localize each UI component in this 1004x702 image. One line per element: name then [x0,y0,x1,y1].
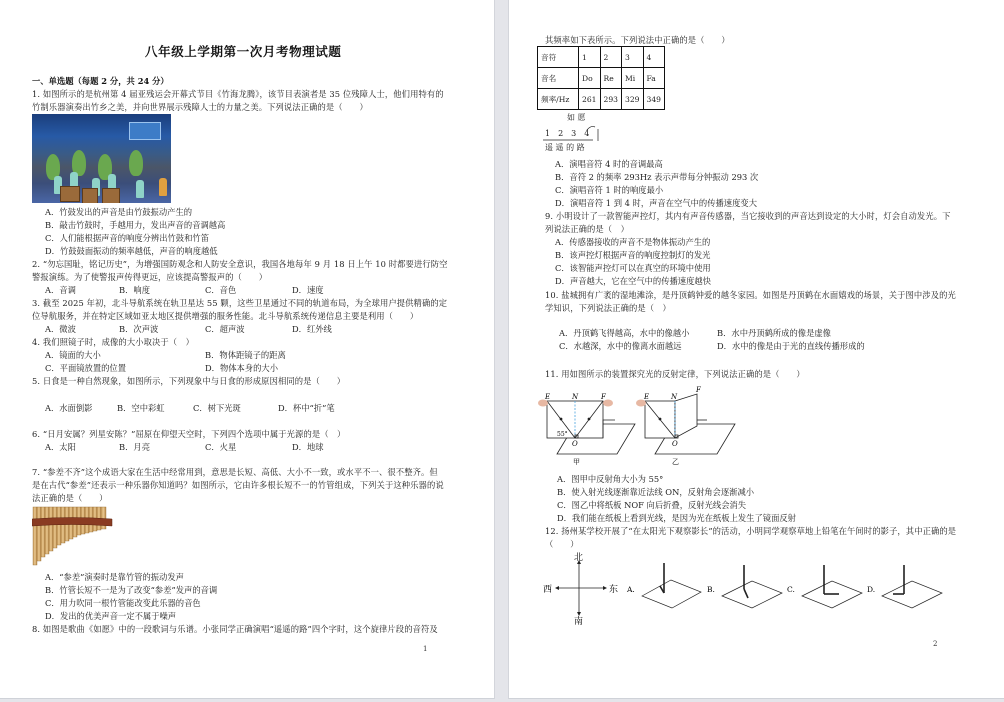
option-b-label: B. [707,585,715,594]
question-6-option-d: D．地球 [292,442,324,452]
question-4-option-b: B．物体距镜子的距离 [205,350,286,360]
table-cell: 261 [579,89,601,110]
question-11-option-c: C．图乙中将纸板 NOF 向后折叠，反射光线会消失 [557,500,747,510]
question-4-option-c: C．平面镜放置的位置 [45,363,127,373]
question-12-stem-line2: （ ） [545,539,579,549]
question-3-option-a: A．微波 [45,324,76,334]
song-title: 如 愿 [567,113,586,122]
question-9-option-d: D．声音越大，它在空气中的传播速度越快 [555,276,711,286]
label-e: E [545,393,551,401]
question-8-option-d: D．演唱音符 1 到 4 时，声音在空气中的传播速度变大 [555,198,757,208]
question-5-stem: 5. 日食是一种自然现象，如图所示，下列现象中与日食的形成原因相同的是（ ） [32,376,346,386]
compass [557,562,605,614]
question-11-option-d: D．我们能在纸板上看到光线，是因为光在纸板上发生了镜面反射 [557,513,796,523]
option-d-label: D. [867,585,876,594]
question-4-option-a: A．镜面的大小 [45,350,101,360]
compass-north: 北 [574,553,584,563]
question-11-option-a: A．图甲中反射角大小为 55° [557,474,664,484]
question-4-option-d: D．物体本身的大小 [205,363,279,373]
question-7-option-c: C．用力吹同一根竹管能改变此乐器的音色 [45,598,201,608]
question-1-stem-line2: 竹制乐器演奏出竹乡之美，并向世界展示残障人士的力量之美。下列说法正确的是（ ） [32,102,368,112]
option-d-diagram [882,565,942,608]
question-10-option-d: D．水中的像是由于光的直线传播形成的 [717,341,865,351]
question-8-option-b: B．音符 2 的频率 293Hz 表示声带每分钟振动 293 次 [555,172,759,182]
question-6-stem: 6. “日月安属？列星安陈？”屈原在仰望天空时，下列四个选项中属于光源的是（ ） [32,429,346,439]
question-5-option-d: D．杯中“折”笔 [278,403,335,413]
section-heading: 一、单选题（每题 2 分，共 24 分） [32,76,169,86]
label-f: F [696,386,701,394]
table-cell: Mi [622,68,644,89]
question-2-option-b: B．响度 [119,285,150,295]
table-cell: 329 [622,89,644,110]
label-e: E [644,393,650,401]
question-8-stem-continued: 其频率如下表所示。下列说法中正确的是（ ） [545,35,730,45]
label-n: N [572,393,579,401]
question-9-option-c: C．该智能声控灯可以在真空的环境中使用 [555,263,711,273]
option-a-label: A. [627,585,635,594]
question-3-stem-line1: 3. 截至 2025 年初，北斗导航系统在轨卫星达 55 颗，这些卫星通过不同的轨道布局，为全球用户提供精确的定 [32,298,448,308]
question-10-option-a: A．丹顶鹤飞得越高，水中的像越小 [559,328,690,338]
table-cell: 3 [622,47,644,68]
table-cell: 2 [600,47,622,68]
question-9-option-b: B．该声控灯根据声音的响度控制灯的发光 [555,250,711,260]
question-9-stem-line2: 列说法正确的是（ ） [545,224,629,234]
question-11-stem: 11. 用如图所示的装置探究光的反射定律，下列说法正确的是（ ） [545,369,805,379]
option-c-diagram [802,565,862,608]
question-10-stem-line1: 10. 盐城拥有广袤的湿地滩涂，是丹顶鹤钟爱的越冬家园。如图是丹顶鹤在水面嬉戏的场景，关于图中涉及的光 [545,290,956,300]
question-12-stem-line1: 12. 扬州某学校开展了“在太阳光下观察影长”的活动，小明同学观察草地上铅笔在午间时的影子，其中正确的是 [545,526,957,536]
question-1-option-d: D．竹鼓鼓面振动的频率越低，声音的响度越低 [45,246,218,256]
score-notes: 1 2 3 4 [545,129,590,138]
page-number: 1 [423,645,428,653]
stadium-screen [129,122,161,140]
question-8-option-a: A．演唱音符 4 时的音调最高 [555,159,663,169]
question-10-option-b: B．水中丹顶鹤所成的像是虚像 [717,328,831,338]
question-8-stem-line1: 8. 如图是歌曲《如愿》中的一段歌词与乐谱。小张同学正确演唱“遥遥的路”四个字时，这个旋律片段的音符及 [32,624,438,634]
shadow-options-figure [539,550,949,630]
question-1-option-a: A．竹鼓发出的声音是由竹鼓振动产生的 [45,207,193,217]
table-row [538,89,665,110]
question-1-stem-line1: 1. 如图所示的是杭州第 4 届亚残运会开幕式节目《竹海龙腾》，该节目表演者是 35 位残障人士，他们用特有的 [32,89,444,99]
question-2-stem-line1: 2. “勿忘国耻，铭记历史”，为增强国防观念和人防安全意识，我国各地每年 9 月 18 日上午 10 时都要进行防空 [32,259,448,269]
question-7-stem-line2: 是在古代“参差”还表示一种乐器你知道吗？如图所示，它由许多根长短不一的竹管组成，下列关于这种乐器的说 [32,480,444,490]
table-cell: 293 [600,89,622,110]
document-page-1 [0,0,495,699]
question-4-stem: 4. 我们照镜子时，成像的大小取决于（ ） [32,337,194,347]
question-3-stem-line2: 位导航服务，并在特定区域如亚太地区提供增强的服务性能。北斗导航系统传递信息主要是利用（ ） [32,311,419,321]
question-10-stem-line2: 学知识，下列说法正确的是（ ） [545,303,671,313]
question-1-option-c: C．人们能根据声音的响度分辨出竹鼓和竹笛 [45,233,209,243]
compass-south: 南 [574,617,584,627]
question-8-option-c: C．演唱音符 1 时的响度最小 [555,185,664,195]
question-6-option-a: A．太阳 [45,442,76,452]
label-angle: 55° [557,431,568,438]
caption-yi: 乙 [672,458,679,466]
label-n: N [671,393,678,401]
table-cell: 349 [643,89,665,110]
question-1-option-b: B．敲击竹鼓时，手越用力，发出声音的音调越高 [45,220,226,230]
question-11-option-b: B．使入射光线逐渐靠近法线 ON，反射角会逐渐减小 [557,487,755,497]
question-2-option-c: C．音色 [205,285,237,295]
table-cell: Fa [643,68,665,89]
pan-flute-photo [32,505,114,567]
question-2-option-a: A．音调 [45,285,76,295]
table-row [538,68,665,89]
reflection-experiment-figure [537,382,757,468]
bamboo-performance-photo [32,114,171,203]
table-cell: Do [579,68,601,89]
option-b-diagram [722,565,782,608]
question-5-option-a: A．水面倒影 [45,403,93,413]
question-5-option-c: C．树下光斑 [193,403,241,413]
table-row [538,47,665,68]
label-f: F [601,393,606,401]
question-3-option-b: B．次声波 [119,324,159,334]
compass-east: 东 [609,585,619,595]
page-title: 八年级上学期第一次月考物理试题 [145,44,342,59]
question-7-stem-line1: 7. “参差不齐”这个成语大家在生活中经常用到，意思是长短、高低、大小不一致，或水平不一、很不整齐。但 [32,467,438,477]
option-c-label: C. [787,585,795,594]
table-header-cell: 音符 [538,47,579,68]
question-6-option-b: B．月亮 [119,442,150,452]
question-7-option-d: D．发出的优美声音一定不属于噪声 [45,611,177,621]
label-o: O [572,440,578,448]
document-page-2 [508,0,1004,699]
question-2-stem-line2: 警报演练。为了使警报声传得更远，应该提高警报声的（ ） [32,272,268,282]
figure-yi [645,394,735,454]
option-a-diagram [642,563,701,608]
question-5-option-b: B．空中彩虹 [117,403,165,413]
question-7-option-b: B．竹管长短不一是为了改变“参差”发声的音调 [45,585,218,595]
question-10-option-c: C．水越深，水中的像离水面越远 [559,341,682,351]
table-header-cell: 频率/Hz [538,89,579,110]
table-cell: Re [600,68,622,89]
question-7-option-a: A．“参差”演奏时是靠竹管的振动发声 [45,572,184,582]
question-3-option-c: C．超声波 [205,324,245,334]
label-o: O [672,440,678,448]
table-header-cell: 音名 [538,68,579,89]
table-cell: 4 [643,47,665,68]
question-9-stem-line1: 9. 小明设计了一款智能声控灯，其内有声音传感器，当它接收到的声音达到设定的大小时，灯会自动发光。下 [545,211,951,221]
question-2-option-d: D．速度 [292,285,324,295]
question-6-option-c: C．火星 [205,442,237,452]
page-number: 2 [933,640,938,648]
question-3-option-d: D．红外线 [292,324,332,334]
question-7-stem-line3: 法正确的是（ ） [32,493,108,503]
note-frequency-table [537,46,665,110]
question-9-option-a: A．传感器接收的声音不是物体振动产生的 [555,237,711,247]
table-cell: 1 [579,47,601,68]
figure-jia [547,401,635,454]
compass-west: 西 [543,585,553,595]
score-lyrics: 遥 遥 的 路 [545,143,585,152]
caption-jia: 甲 [573,458,580,466]
